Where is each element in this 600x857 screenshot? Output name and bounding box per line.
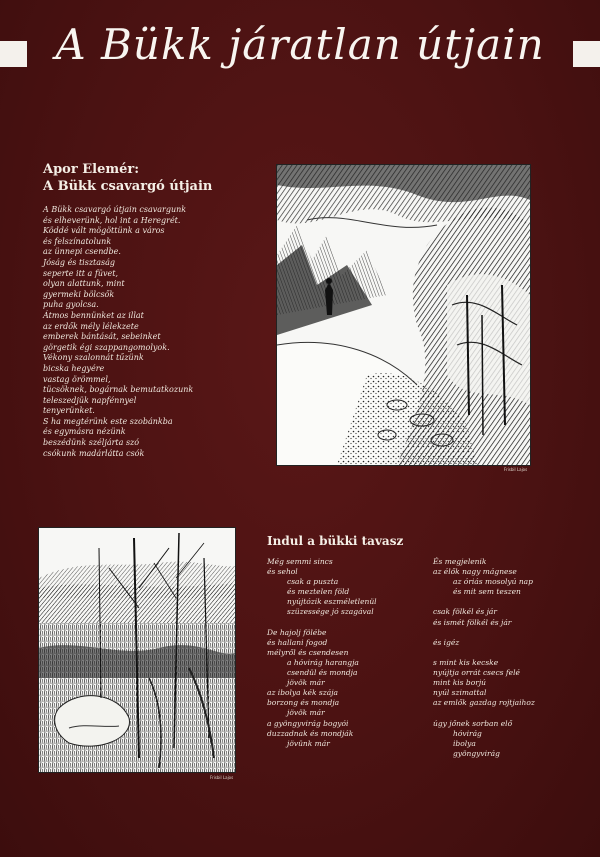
poem-line: és egymásra nézünk <box>43 427 126 437</box>
poem-line: görgetik égi szappangomolyok. <box>43 342 170 352</box>
poem-line: az ünnepi csendbe. <box>43 247 121 257</box>
poem-line: az ibolya kék szája <box>267 688 338 698</box>
poem-line: és felszínatolunk <box>43 236 112 246</box>
poem-line: A Bükk csavargó útjain csavargunk <box>43 205 187 214</box>
poem-line: és hallani fogod <box>267 637 328 647</box>
poem-line: nyújtja orrát csecs felé <box>433 668 520 678</box>
poem-line <box>433 597 583 607</box>
poem2-left-column <box>267 557 427 749</box>
poem-line: a gyöngyvirág bogyói <box>267 718 349 728</box>
poem-line: teleszedjük napfénnyel <box>43 395 137 405</box>
poem-line: az erdők mély lélekzete <box>43 321 139 331</box>
poem-line <box>267 618 427 628</box>
poem-line: az emlők gazdag rojtjaihoz <box>433 698 535 708</box>
poem-line: csak fölkél és jár <box>433 607 497 617</box>
poem-line: borzong és mondja <box>267 698 340 708</box>
poem-line: mélyről és csendesen <box>267 647 349 657</box>
poem-line: és meztelen föld <box>287 587 350 597</box>
poem-line: és ismét fölkél és jár <box>433 617 512 627</box>
poem-line: csak a puszta <box>287 577 339 587</box>
poem-line: csókunk madárlátta csók <box>43 448 145 458</box>
poem-line: S ha megtérünk este szobánkba <box>43 416 173 426</box>
poem1-author: Apor Elemér: <box>43 162 140 177</box>
page-title: A Bükk járatlan útjain <box>55 20 545 69</box>
poem-line: és sehol <box>267 567 298 577</box>
poem-line: és igéz <box>433 637 460 647</box>
poem-line: az óriás mosolyú nap <box>453 577 533 587</box>
ink-drawing-forest-path <box>277 165 530 465</box>
poem-line: jövök már <box>287 708 325 718</box>
poem-line: emberek bántását, sebeinket <box>43 332 161 342</box>
poem1-title: A Bükk csavargó útjain <box>43 179 213 194</box>
poem-line: szüzessége jó szagával <box>287 607 374 617</box>
ink-drawing-spring-forest <box>39 528 235 772</box>
poem-line <box>433 708 583 718</box>
poem-line: Átmos bennünket az illat <box>43 310 144 320</box>
poem-line: és mit sem teszen <box>453 587 521 597</box>
poem-line: gyermeki bölcsők <box>43 289 115 299</box>
poem1-body <box>43 205 268 459</box>
poem2-title: Indul a bükki tavasz <box>267 534 404 548</box>
poem-line: hóvirág <box>453 728 482 738</box>
poem-line: vastag örömmel, <box>43 374 111 384</box>
poem-line: nyújtózik eszméletlenül <box>287 597 377 607</box>
poem-line: jövünk már <box>287 738 330 748</box>
poem-line: beszédünk széljárta szó <box>43 438 140 448</box>
poem-line: tenyerünket. <box>43 406 95 416</box>
poem-line: bicska hegyére <box>43 363 105 373</box>
poem-line: puha gyolcsa. <box>43 300 99 310</box>
poem-line: gyöngyvirág <box>453 748 500 758</box>
illustration2-credit: Frisbil Lajos <box>210 775 234 780</box>
poem-line: a hóvirág harangja <box>287 657 359 667</box>
poem-line: olyan alattunk, mint <box>43 279 125 289</box>
illustration-forest-path <box>276 164 531 466</box>
poem-line: És megjelenik <box>433 557 487 566</box>
poem-line: jövök már <box>287 678 325 688</box>
poem-line: úgy jőnek sorban elő <box>433 718 513 728</box>
poem-line: seperte itt a füvet, <box>43 268 118 278</box>
illustration1-credit: Frisbil Lajos <box>504 467 528 472</box>
poem-line: ibolya <box>453 738 476 748</box>
poem-line <box>433 628 583 638</box>
poem-line: De hajolj fölébe <box>267 627 327 637</box>
poem-line: s mint kis kecske <box>433 657 499 667</box>
poem-line: Köddé vált mögöttünk a város <box>43 226 165 236</box>
poem2-right-column <box>433 557 583 759</box>
poem-line: és elheverünk, hol int a Heregrét. <box>43 215 181 225</box>
poem-line: Még semmi sincs <box>267 557 333 566</box>
poem-line: az élők nagy mágnese <box>433 567 517 577</box>
poem-line: csendül és mondja <box>287 668 358 678</box>
illustration-spring-forest <box>38 527 236 773</box>
poem-line: Vékony szalonnát tűzünk <box>43 353 144 363</box>
poem-line: Jóság és tisztaság <box>43 257 116 267</box>
poem1-heading <box>43 161 263 195</box>
poem-line <box>433 648 583 658</box>
poem-line: nyúl szimattal <box>433 688 487 698</box>
poem-line: duzzadnak és mondják <box>267 728 354 738</box>
poem-line: tücsöknek, bogárnak bemutatkozunk <box>43 385 194 395</box>
poem-line: mint kis borjú <box>433 678 486 688</box>
